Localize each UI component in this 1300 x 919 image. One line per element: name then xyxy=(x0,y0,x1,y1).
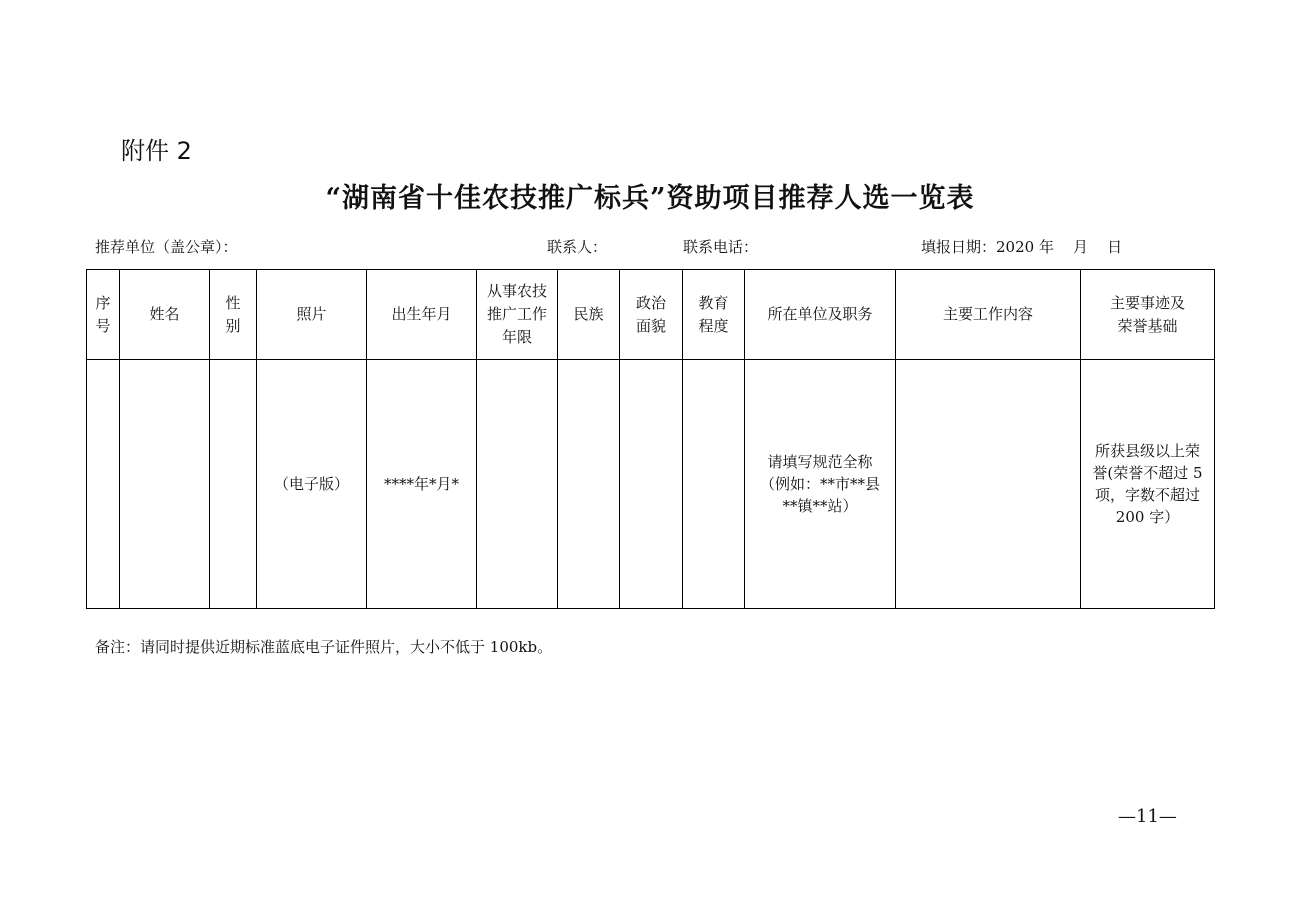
cell-photo[interactable]: （电子版） xyxy=(257,360,367,609)
cell-years[interactable] xyxy=(477,360,558,609)
header-political: 政治 面貌 xyxy=(620,270,683,360)
header-birth: 出生年月 xyxy=(367,270,477,360)
cell-unit-position[interactable]: 请填写规范全称 （例如：**市**县 **镇**站） xyxy=(745,360,896,609)
header-achievements: 主要事迹及 荣誉基础 xyxy=(1081,270,1215,360)
cell-work-content[interactable] xyxy=(896,360,1081,609)
header-unit-position: 所在单位及职务 xyxy=(745,270,896,360)
fill-date-label: 填报日期：2020 年 月 日 xyxy=(921,238,1123,256)
table-header-row xyxy=(87,270,1215,360)
header-photo: 照片 xyxy=(257,270,367,360)
header-name: 姓名 xyxy=(120,270,210,360)
header-years: 从事农技 推广工作 年限 xyxy=(477,270,558,360)
contact-person-label: 联系人： xyxy=(547,238,608,256)
cell-education[interactable] xyxy=(683,360,745,609)
cell-seq[interactable] xyxy=(87,360,120,609)
header-education: 教育 程度 xyxy=(683,270,745,360)
cell-ethnicity[interactable] xyxy=(558,360,620,609)
recommending-unit-label: 推荐单位（盖公章）： xyxy=(95,238,238,256)
header-gender: 性 别 xyxy=(210,270,257,360)
cell-gender[interactable] xyxy=(210,360,257,609)
table-row xyxy=(87,360,1215,609)
header-seq: 序 号 xyxy=(87,270,120,360)
cell-achievements[interactable]: 所获县级以上荣 誉(荣誉不超过 5 项，字数不超过 200 字） xyxy=(1081,360,1215,609)
page-number: —11— xyxy=(1118,806,1177,827)
header-ethnicity: 民族 xyxy=(558,270,620,360)
annex-label: 附件 2 xyxy=(121,137,192,165)
page-title: “湖南省十佳农技推广标兵”资助项目推荐人选一览表 xyxy=(325,183,975,214)
nominee-table xyxy=(86,269,1215,609)
footnote: 备注：请同时提供近期标准蓝底电子证件照片，大小不低于 100kb。 xyxy=(95,638,553,656)
cell-birth[interactable]: ****年*月* xyxy=(367,360,477,609)
contact-phone-label: 联系电话： xyxy=(683,238,759,256)
cell-political[interactable] xyxy=(620,360,683,609)
header-work-content: 主要工作内容 xyxy=(896,270,1081,360)
cell-name[interactable] xyxy=(120,360,210,609)
